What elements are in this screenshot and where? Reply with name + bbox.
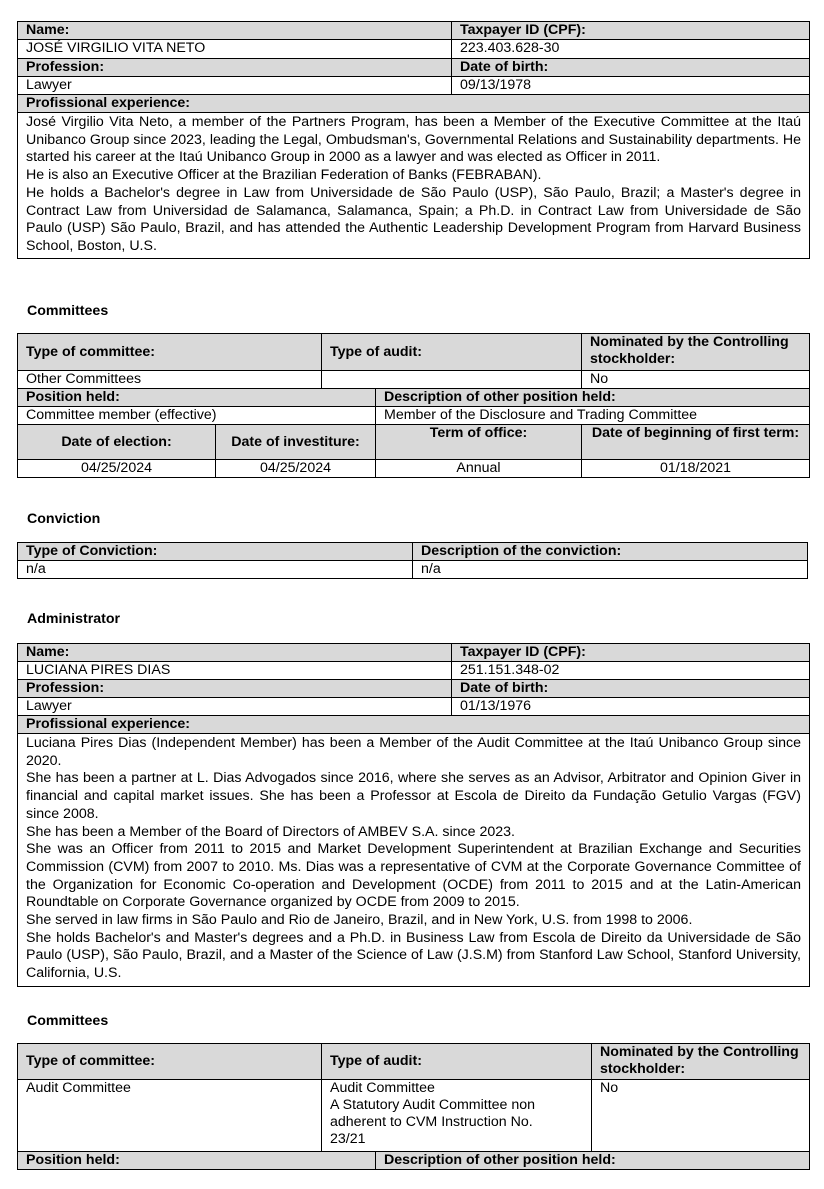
election-date: 04/25/2024 [18, 460, 216, 478]
name-label: Name: [18, 644, 452, 662]
person1-table [17, 21, 810, 259]
term-label: Term of office: [376, 425, 582, 460]
first-term-label: Date of beginning of first term: [582, 425, 810, 460]
type-of-committee-label: Type of committee: [18, 334, 322, 371]
administrator-heading: Administrator [27, 611, 121, 627]
experience-paragraph: José Virgilio Vita Neto, a member of the Partners Program, has been a Member of the Executive Committee at the Itaú Unibanco Group since 2023, leading the Legal, Ombudsman's, Governmental Relations and Sustainability departments. He started his career at the Itaú Unibanco Group in 2000 as a lawyer and was elected as Officer in 2011. [26, 114, 801, 166]
dob-label: Date of birth: [452, 680, 810, 698]
committees2-table [17, 1043, 810, 1170]
name-label: Name: [18, 22, 452, 40]
experience-paragraph: She holds Bachelor's and Master's degrees and a Ph.D. in Business Law from Escola de Direito da Universidade de São Paulo (USP), São Paulo, Brazil, and a Master of the Science of Law (J.S.M) from Stanford Law School, Stanford University, California, U.S. [26, 929, 801, 982]
other-position-label: Description of other position held: [376, 1152, 810, 1170]
audit-type [322, 371, 582, 389]
committee-type: Other Committees [18, 371, 322, 389]
taxpayer-id: 223.403.628-30 [452, 40, 810, 59]
conviction-desc-label: Description of the conviction: [413, 543, 808, 561]
experience-label: Profissional experience: [18, 95, 810, 113]
term-of-office: Annual [376, 460, 582, 478]
type-of-audit-label: Type of audit: [322, 334, 582, 371]
committees-heading: Committees [27, 303, 109, 319]
conviction-heading: Conviction [27, 511, 101, 527]
experience-paragraph: She has been a partner at L. Dias Advogados since 2016, where she serves as an Advisor, Arbitrator and Opinion Giver in financial and capital market issues. She has been a Professor at Escola de Direito da Fundação Getulio Vargas (FGV) since 2008. [26, 770, 801, 822]
conviction-table [17, 542, 808, 579]
experience-label: Profissional experience: [18, 716, 810, 734]
person-name: JOSÉ VIRGILIO VITA NETO [18, 40, 452, 59]
audit-type-description: A Statutory Audit Committee non adherent to CVM Instruction No. 23/21 [330, 1097, 536, 1147]
position-held: Committee member (effective) [18, 407, 376, 425]
conviction-desc: n/a [413, 561, 808, 579]
type-of-committee-label: Type of committee: [18, 1044, 322, 1080]
experience-text [18, 113, 810, 259]
committees-heading: Committees [27, 1013, 109, 1029]
taxpayer-label: Taxpayer ID (CPF): [452, 22, 810, 40]
investiture-date: 04/25/2024 [216, 460, 376, 478]
conviction-type-label: Type of Conviction: [18, 543, 413, 561]
nominated-value: No [592, 1080, 810, 1152]
person2-table [17, 643, 810, 987]
person-name: LUCIANA PIRES DIAS [18, 662, 452, 680]
profession-label: Profession: [18, 680, 452, 698]
audit-type [322, 1080, 592, 1152]
experience-paragraph: She served in law firms in São Paulo and Rio de Janeiro, Brazil, and in New York, U.S. from 1998 to 2006. [26, 912, 693, 929]
nominated-value: No [582, 371, 810, 389]
committee-type: Audit Committee [18, 1080, 322, 1152]
investiture-label: Date of investiture: [216, 425, 376, 460]
committees1-table [17, 333, 810, 478]
experience-paragraph: Luciana Pires Dias (Independent Member) has been a Member of the Audit Committee at the Itaú Unibanco Group since 2020. [26, 735, 801, 769]
position-label: Position held: [18, 389, 376, 407]
profession-label: Profession: [18, 59, 452, 77]
conviction-type: n/a [18, 561, 413, 579]
position-label: Position held: [18, 1152, 376, 1170]
other-position-label: Description of other position held: [376, 389, 810, 407]
date-of-birth: 01/13/1976 [452, 698, 810, 716]
date-of-birth: 09/13/1978 [452, 77, 810, 95]
other-position: Member of the Disclosure and Trading Committee [376, 407, 810, 425]
profession: Lawyer [18, 698, 452, 716]
type-of-audit-label: Type of audit: [322, 1044, 592, 1080]
nominated-label: Nominated by the Controlling stockholder: [592, 1044, 810, 1080]
dob-label: Date of birth: [452, 59, 810, 77]
experience-paragraph: He holds a Bachelor's degree in Law from Universidade de São Paulo (USP), São Paulo, Brazil; a Master's degree in Contract Law from Universidad de Salamanca, Salamanca, Spain; a Ph.D. in Contract Law from Universidade de São Paulo (USP) São Paulo, Brazil, and has attended the Authentic Leadership Development Program from Harvard Business School, Boston, U.S. [26, 184, 801, 254]
experience-text [18, 734, 810, 987]
profession: Lawyer [18, 77, 452, 95]
experience-paragraph: He is also an Executive Officer at the Brazilian Federation of Banks (FEBRABAN). [26, 167, 542, 184]
nominated-label: Nominated by the Controlling stockholder: [582, 334, 810, 371]
taxpayer-id: 251.151.348-02 [452, 662, 810, 680]
experience-paragraph: She has been a Member of the Board of Directors of AMBEV S.A. since 2023. [26, 823, 515, 840]
election-label: Date of election: [18, 425, 216, 460]
taxpayer-label: Taxpayer ID (CPF): [452, 644, 810, 662]
audit-type-line: Audit Committee [330, 1080, 435, 1096]
first-term-date: 01/18/2021 [582, 460, 810, 478]
experience-paragraph: She was an Officer from 2011 to 2015 and Market Development Superintendent at Brazilian Exchange and Securities Commission (CVM) from 2007 to 2010. Ms. Dias was a representative of CVM at the Corporate Governance Committee of the Organization for Economic Co-operation and Development (OCDE) from 2011 to 2015 and at the Latin-American Roundtable on Corporate Governance organized by OCDE from 2009 to 2015. [26, 841, 801, 911]
